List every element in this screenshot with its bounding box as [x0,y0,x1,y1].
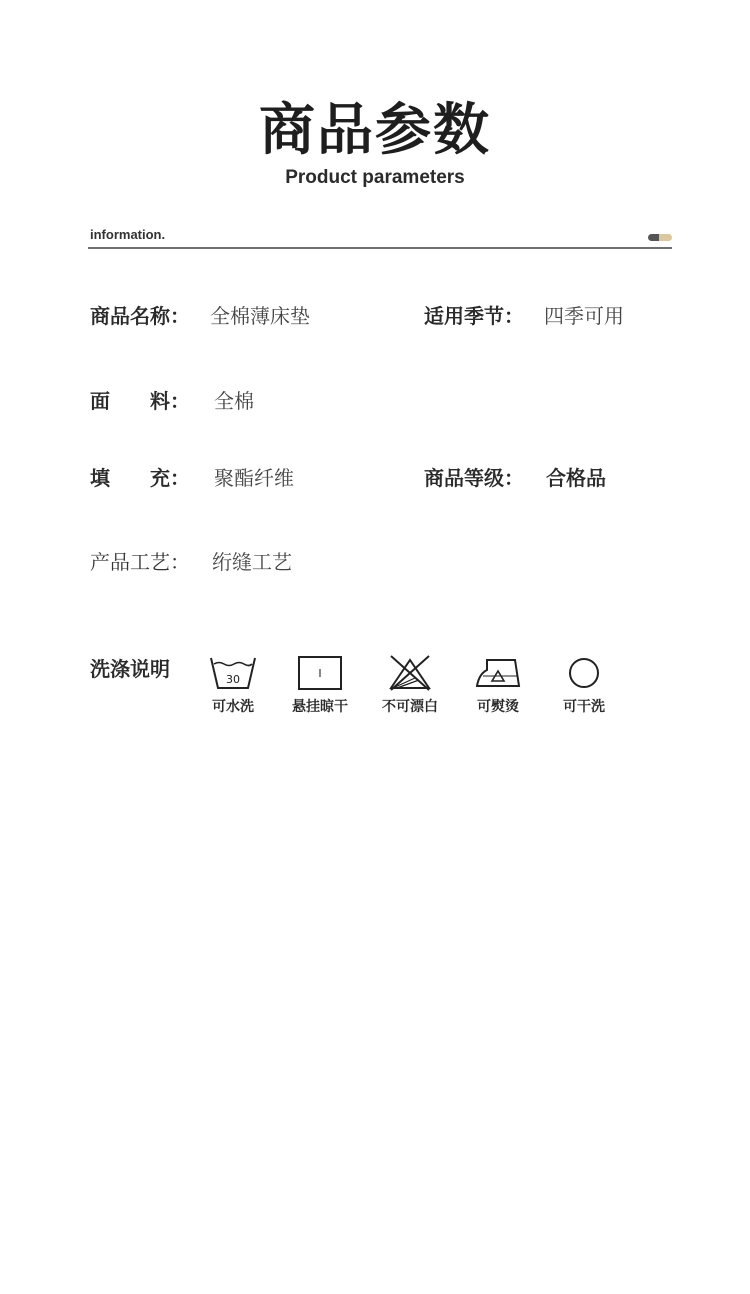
param-filling [90,464,294,492]
decorative-pill [648,234,672,241]
wash-caption: 不可漂白 [382,699,438,715]
info-label: information. [90,227,166,242]
wash-item-water [193,654,273,716]
param-filling-value: 聚酯纤维 [214,466,294,490]
param-craft [90,548,292,576]
param-grade-value: 合格品 [546,466,606,490]
param-season [424,302,624,330]
page-title: 商品参数 [259,98,491,163]
wash-caption: 可干洗 [563,699,605,715]
page-subtitle: Product parameters [285,167,465,188]
param-grade-label: 商品等级： [424,466,524,490]
param-craft-value: 绗缝工艺 [212,550,292,574]
wash-item-iron [458,654,538,716]
wash-title: 洗涤说明 [90,657,170,681]
param-season-value: 四季可用 [544,304,624,328]
param-fabric-label: 面 料： [90,389,190,413]
param-name-label: 商品名称： [90,304,190,328]
param-name-value: 全棉薄床垫 [210,304,310,328]
dry-clean-icon [559,654,609,692]
wash-temp-label: 30 [226,673,240,686]
param-grade [424,464,606,492]
hang-mark: I [318,667,322,680]
param-fabric [90,387,254,415]
wash-30-icon [208,654,258,692]
no-bleach-icon [385,654,435,692]
wash-caption: 可水洗 [212,699,254,715]
section-divider [88,247,672,249]
wash-item-dryclean [544,654,624,716]
wash-item-hang [280,654,360,716]
wash-caption: 可熨烫 [477,699,519,715]
iron-icon [473,654,523,692]
param-fabric-value: 全棉 [214,389,254,413]
wash-item-bleach [370,654,450,716]
hang-dry-icon [295,654,345,692]
wash-caption: 悬挂晾干 [292,699,348,715]
param-craft-label: 产品工艺： [90,550,190,574]
param-filling-label: 填 充： [90,466,190,490]
param-name [90,302,310,330]
param-season-label: 适用季节： [424,304,524,328]
